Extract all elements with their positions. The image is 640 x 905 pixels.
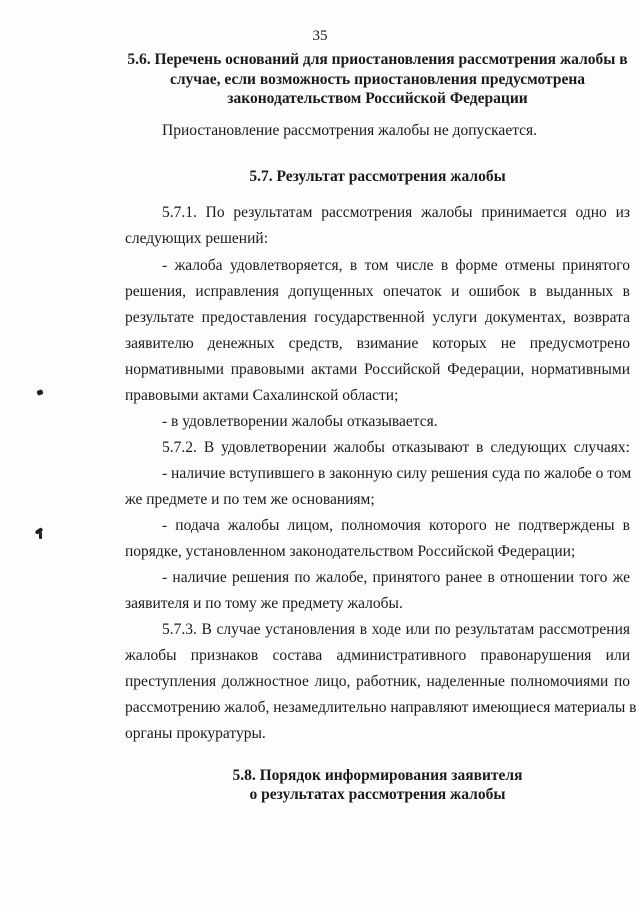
body-line: - в удовлетворении жалобы отказывается. (162, 413, 438, 430)
section-5-6-title-line-3: законодательством Российской Федерации (227, 90, 528, 107)
body-line: - наличие вступившего в законную силу решения суда по жалобе о том (162, 465, 632, 482)
section-5-6-title-line-1: 5.6. Перечень оснований для приостановления рассмотрения жалобы в (127, 51, 628, 68)
body-line: же предмете и по тем же основаниям; (125, 491, 375, 508)
body-line: заявителю денежных средств, взимание которых не предусмотрено (125, 335, 630, 352)
section-5-6-title-line-2: случае, если возможность приостановления предусмотрена (169, 71, 586, 88)
body-line: 5.7.2. В удовлетворении жалобы отказывают в следующих случаях: (162, 439, 630, 456)
body-line: органы прокуратуры. (125, 725, 266, 742)
body-line: правовыми актами Сахалинской области; (125, 387, 399, 404)
page-number: 35 (312, 28, 328, 44)
body-line: преступления должностное лицо, работник, наделенные полномочиями по (125, 673, 630, 690)
body-line: - жалоба удовлетворяется, в том числе в форме отмены принятого (162, 257, 630, 274)
body-line: жалобы признаков состава административного правонарушения или (125, 647, 630, 664)
scan-speck (39, 532, 42, 539)
section-5-6-paragraph: Приостановление рассмотрения жалобы не допускается. (162, 122, 538, 139)
body-line: - подача жалобы лицом, полномочия которого не подтверждены в (162, 517, 630, 534)
section-5-8-title-line-2: о результатах рассмотрения жалобы (249, 786, 506, 803)
body-line: рассмотрению жалоб, незамедлительно направляют имеющиеся материалы в (125, 699, 637, 716)
body-line: 5.7.1. По результатам рассмотрения жалобы принимается одно из (162, 204, 630, 221)
body-line: решения, исправления допущенных опечаток и ошибок в выданных в (125, 283, 630, 300)
body-line: 5.7.3. В случае установления в ходе или по результатам рассмотрения (162, 621, 630, 638)
body-line: нормативными правовыми актами Российской Федерации, нормативными (125, 361, 630, 378)
body-line: - наличие решения по жалобе, принятого ранее в отношении того же (162, 569, 630, 586)
section-5-8-title-line-1: 5.8. Порядок информирования заявителя (232, 767, 523, 784)
scan-speck (36, 389, 43, 396)
body-line: следующих решений: (125, 230, 268, 247)
body-line: порядке, установленном законодательством Российской Федерации; (125, 543, 576, 560)
body-line: результате предоставления государственной услуги документах, возврата (125, 309, 630, 326)
section-5-7-title: 5.7. Результат рассмотрения жалобы (249, 168, 506, 185)
body-line: заявителя и по тому же предмету жалобы. (125, 595, 403, 612)
